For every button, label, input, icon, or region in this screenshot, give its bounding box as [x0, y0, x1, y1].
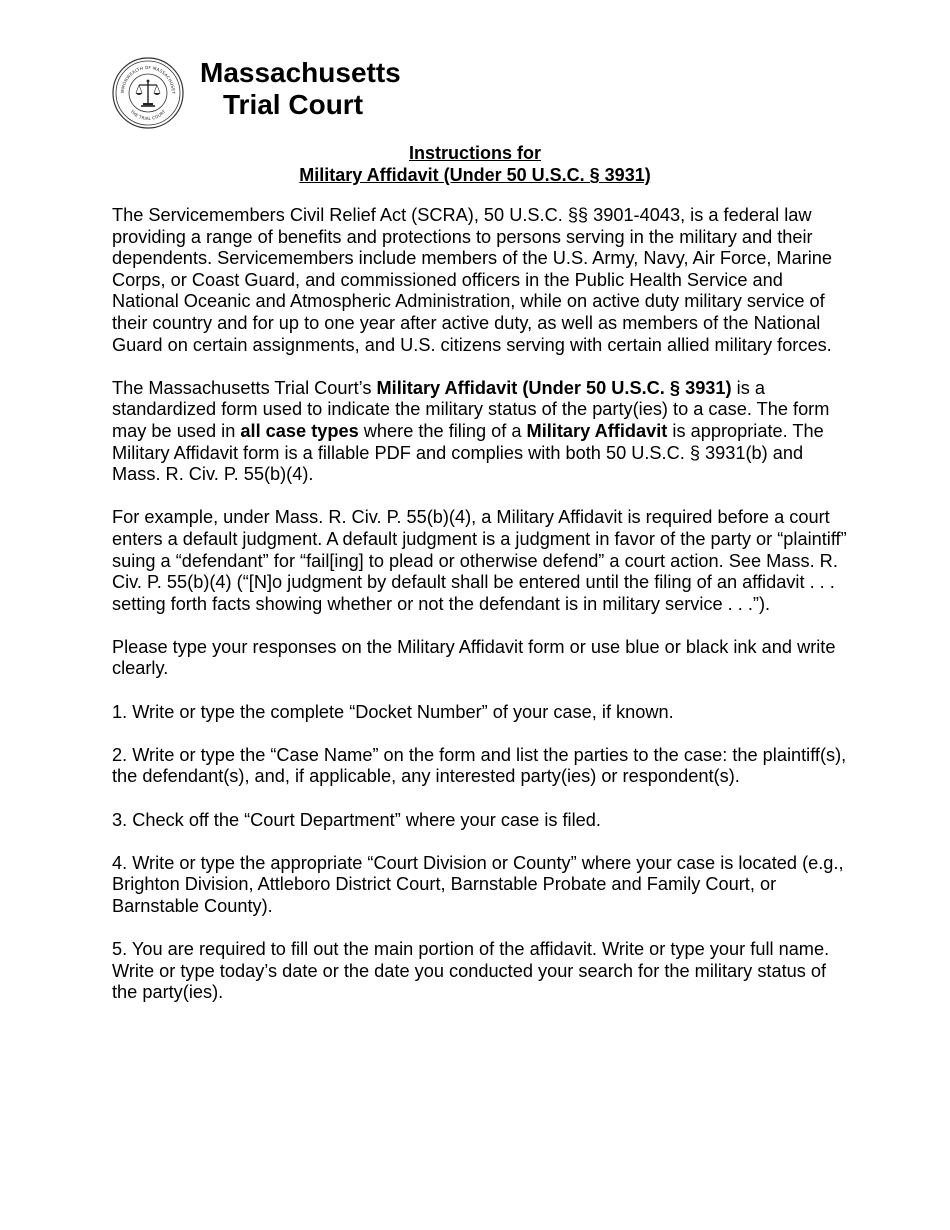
court-title-line1: Massachusetts [200, 57, 401, 88]
seal-bottom-text: THE TRIAL COURT [129, 108, 167, 122]
p2-text-e: where the filing of a [358, 420, 527, 441]
heading-line1: Instructions for [408, 143, 541, 163]
instruction-item-5: 5. You are required to fill out the main portion of the affidavit. Write or type your full name. Write or type today’s date or the date you conducted your search for the military status of the party(ies). [112, 939, 830, 1003]
p2-text-g: is appropriate. The Military Affidavit form is a fillable PDF and complies with both 50 U.S.C. § 3931(b) and Mass. R. Civ. P. 55(b)(4). [112, 420, 824, 485]
paragraph-affidavit-description [112, 378, 847, 486]
court-title-line2: Trial Court [223, 89, 364, 120]
paragraph-scra-overview: The Servicemembers Civil Relief Act (SCRA), 50 U.S.C. §§ 3901-4043, is a federal law providing a range of benefits and protections to persons serving in the military and their dependents. Servicemembers include members of the U.S. Army, Navy, Air Force, Marine Corps, or Coast Guard, and commissioned officers in the Public Health Service and National Oceanic and Atmospheric Administration, while on active duty military service of their country and for up to one year after active duty, as well as members of the National Guard on certain assignments, and U.S. citizens serving with certain allied military forces. [112, 205, 833, 355]
heading-line2: Military Affidavit (Under 50 U.S.C. § 3931) [299, 165, 651, 185]
document-body [112, 205, 847, 1026]
court-seal-icon [112, 57, 184, 129]
court-title [200, 57, 401, 121]
p2-bold-form-name: Military Affidavit (Under 50 U.S.C. § 3931) [376, 377, 732, 398]
paragraph-ink-instructions: Please type your responses on the Military Affidavit form or use blue or black ink and write clearly. [112, 636, 836, 679]
instruction-item-1: 1. Write or type the complete “Docket Number” of your case, if known. [112, 701, 674, 722]
p2-bold-military-affidavit: Military Affidavit [526, 420, 668, 441]
document-heading [0, 142, 950, 186]
instruction-item-4: 4. Write or type the appropriate “Court Division or County” where your case is located (e.g., Brighton Division, Attleboro District Court, Barnstable Probate and Family Court, or Barnstable County). [112, 852, 844, 916]
seal-top-text: MMONWEALTH OF MASSACHUSET [119, 64, 177, 95]
paragraph-default-judgment: For example, under Mass. R. Civ. P. 55(b)(4), a Military Affidavit is required before a court enters a default judgment. A default judgment is a judgment in favor of the party or “plaintiff” suing a “defendant” for “fail[ing] to plead or otherwise defend” a court action. See Mass. R. Civ. P. 55(b)(4) (“[N]o judgment by default shall be entered until the filing of an affidavit . . . setting forth facts showing whether or not the defendant is in military service . . .”). [112, 507, 847, 614]
instruction-item-3: 3. Check off the “Court Department” where your case is filed. [112, 809, 601, 830]
p2-text-c: is a standardized form used to indicate the military status of the party(ies) to a case. The form may be used in [112, 377, 830, 441]
p2-bold-case-types: all case types [240, 420, 359, 441]
instruction-item-2: 2. Write or type the “Case Name” on the form and list the parties to the case: the plaintiff(s), the defendant(s), and, if applicable, any interested party(ies) or respondent(s). [112, 744, 847, 787]
p2-text-a: The Massachusetts Trial Court’s [112, 377, 377, 398]
